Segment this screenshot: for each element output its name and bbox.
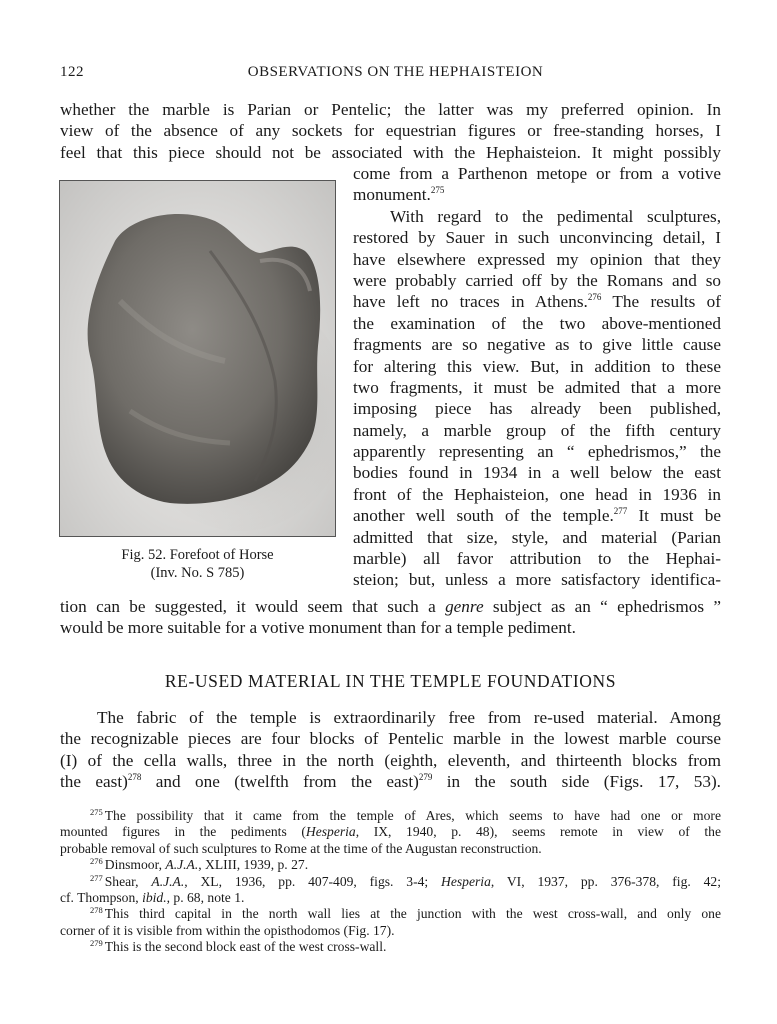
text-line: whether the marble is Parian or Pentelic; the latter was my preferred opinion. In	[60, 100, 721, 119]
text-line: apparently representing an “ ephedrismos,” the	[353, 442, 721, 462]
text-line: front of the Hephaisteion, one head in 1936 in	[353, 484, 721, 504]
page-number: 122	[60, 64, 84, 80]
footnote-ref[interactable]: 277	[613, 506, 628, 517]
footnote-line: mounted figures in the pediments (Hesperia, IX, 1940, p. 48), seems remote in view of the	[60, 824, 721, 840]
text-line: With regard to the pedimental sculptures,	[390, 206, 721, 226]
text-line: fragments are so negative as to give little cause	[353, 335, 721, 355]
footnote-line: probable removal of such sculptures to Rome at the time of the Augustan reconstruction.	[60, 840, 542, 856]
text-line: have left no traces in Athens.$^{276}$ The results of	[353, 292, 721, 312]
text-line: two fragments, it must be admited that a more	[353, 377, 721, 397]
footnote-line: corner of it is visible from within the opisthodomos (Fig. 17).	[60, 922, 395, 938]
text-line: would be more suitable for a votive monument than for a temple pediment.	[60, 618, 576, 638]
footnote-ref[interactable]: 275	[430, 185, 445, 196]
right-column-text	[353, 163, 721, 591]
figure-photo-horse-forefoot	[59, 180, 336, 537]
text-line: the examination of the two above-mentioned	[353, 313, 721, 333]
running-title: OBSERVATIONS ON THE HEPHAISTEION	[247, 64, 544, 80]
caption-title: Fig. 52. Forefoot of Horse	[121, 547, 274, 563]
text-line: admitted that size, style, and material (Parian	[353, 527, 721, 547]
footnote-276: $^{276}$ Dinsmoor, A.J.A., XLIII, 1939, p. 27.	[90, 856, 309, 873]
footnote-277: $^{277}$ Shear, A.J.A., XL, 1936, pp. 407-409, figs. 3-4; Hesperia, VI, 1937, pp. 376-378, fig. 42;	[90, 872, 721, 889]
text-line: tion can be suggested, it would seem that such a genre subject as an “ ephedrismos ”	[60, 597, 721, 616]
text-line: The fabric of the temple is extraordinarily free from re-used material. Among	[97, 708, 721, 727]
text-line: were probably carried off by the Romans and so	[353, 270, 721, 290]
text-line: view of the absence of any sockets for equestrian figures or free-standing horses, I	[60, 121, 721, 141]
text-line: marble) all favor attribution to the Hephai-	[353, 549, 721, 569]
paragraph-opening	[60, 99, 721, 163]
footnote-ref[interactable]: 278	[127, 772, 142, 783]
footnote-ref[interactable]: 279	[418, 772, 433, 783]
text-line: feel that this piece should not be associated with the Hephaisteion. It might possibly	[60, 142, 721, 162]
footnote-275: $^{275}$ The possibility that it came from the temple of Ares, which seems to have had one or more	[90, 807, 721, 823]
section-heading: RE-USED MATERIAL IN THE TEMPLE FOUNDATIONS	[164, 671, 617, 691]
section-paragraph	[60, 707, 721, 793]
caption-inventory: (Inv. No. S 785)	[150, 565, 245, 581]
paragraph-tail	[60, 596, 721, 639]
text-line: namely, a marble group of the fifth century	[353, 420, 721, 440]
footnote-line: cf. Thompson, ibid., p. 68, note 1.	[60, 889, 245, 905]
text-line: for altering this view. But, in addition to these	[353, 356, 721, 376]
footnotes	[60, 808, 721, 956]
footnote-278: $^{278}$ This third capital in the north wall lies at the junction with the west cross-wall, and only one	[90, 905, 721, 922]
text-line: (I) of the cella walls, three in the north (eighth, eleventh, and thirteenth blocks from	[60, 750, 721, 770]
text-line: monument.$^{275}$	[353, 185, 445, 205]
text-line: bodies found in 1934 in a well below the east	[353, 463, 721, 483]
text-line: the east)$^{278}$ and one (twelfth from the east)$^{279}$ in the south side (Figs. 17, 53).	[60, 772, 721, 792]
text-line: restored by Sauer in such unconvincing detail, I	[353, 228, 721, 248]
running-head	[60, 64, 721, 86]
text-line: imposing piece has already been published,	[353, 399, 721, 419]
text-line: the recognizable pieces are four blocks of Pentelic marble in the lowest marble course	[60, 729, 721, 749]
marble-fragment-illustration	[60, 181, 336, 537]
text-line: another well south of the temple.$^{277}$ It must be	[353, 506, 721, 526]
footnote-279: $^{279}$ This is the second block east of the west cross-wall.	[90, 938, 387, 955]
footnote-ref[interactable]: 276	[587, 292, 602, 303]
text-line: have elsewhere expressed my opinion that they	[353, 249, 721, 269]
text-line: come from a Parthenon metope or from a votive	[353, 164, 721, 183]
figure-caption	[59, 546, 336, 582]
text-line: steion; but, unless a more satisfactory identifica-	[353, 570, 721, 590]
